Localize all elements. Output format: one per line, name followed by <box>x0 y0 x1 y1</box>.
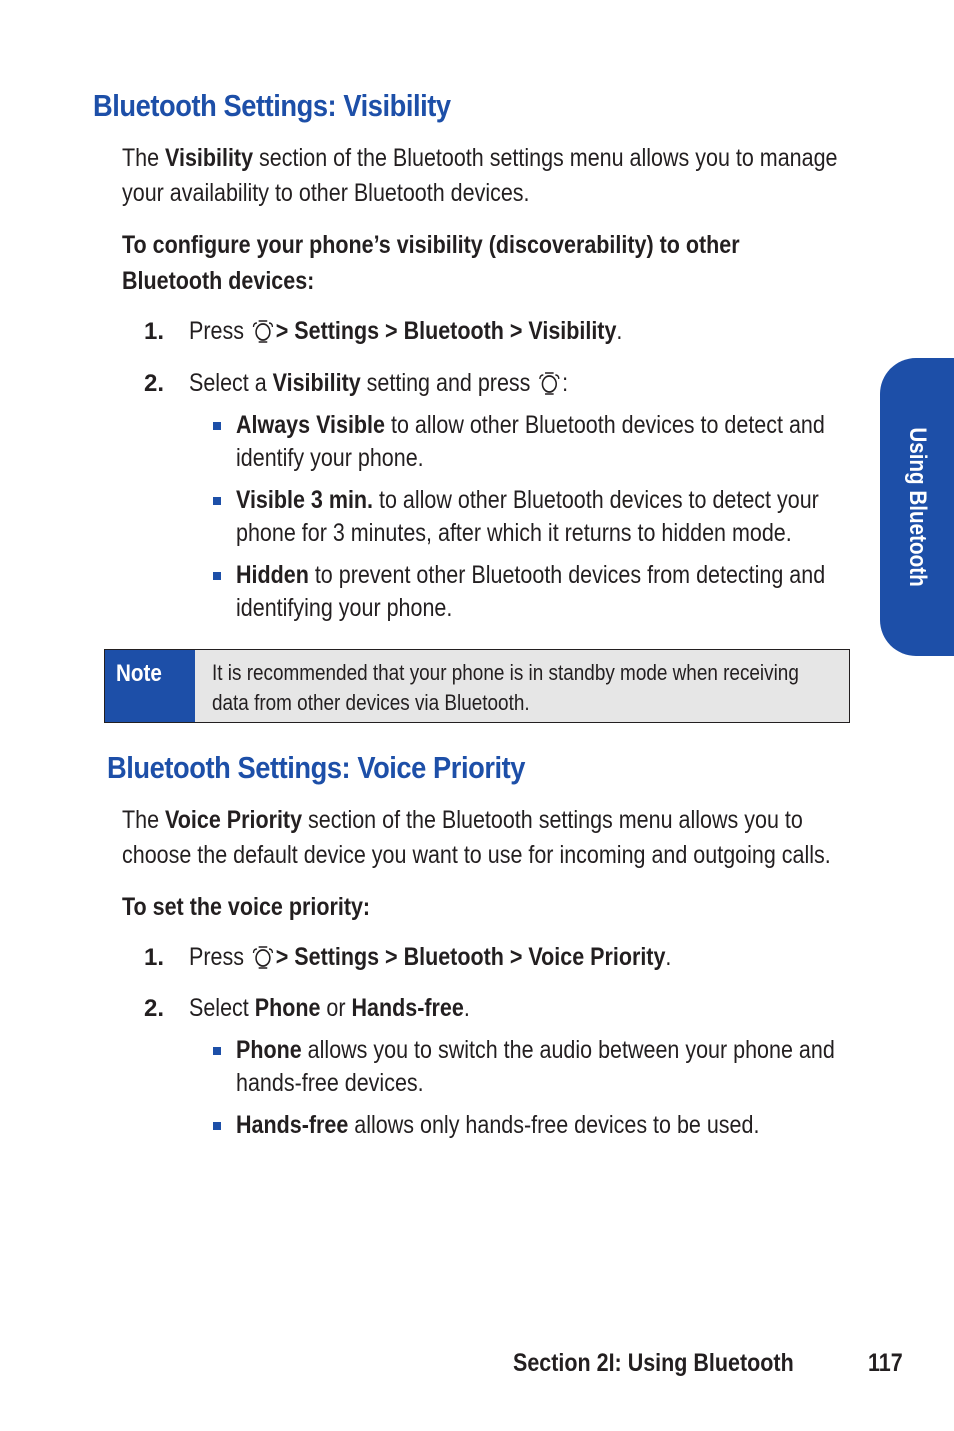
note-label-box <box>105 650 195 722</box>
bullet-phone: Phone allows you to switch the audio between your phone and hands-free devices. <box>236 1036 835 1097</box>
visibility-lead: To configure your phone’s visibility (discoverability) to other Bluetooth devices: <box>122 231 740 295</box>
note-box <box>104 649 850 723</box>
bullet-hands-free: Hands-free allows only hands-free devices to be used. <box>236 1111 760 1139</box>
menu-ok-key-icon <box>252 945 274 969</box>
step-number: 2. <box>144 995 165 1022</box>
note-text: It is recommended that your phone is in standby mode when receiving data from other devices via Bluetooth. <box>212 660 799 715</box>
step-number: 1. <box>144 944 165 971</box>
visibility-step-1: Press > Settings > Bluetooth > Visibility. <box>189 317 623 345</box>
bullet-icon <box>213 497 221 505</box>
footer-section: Section 2I: Using Bluetooth <box>513 1349 794 1377</box>
menu-ok-key-icon <box>252 319 274 343</box>
page-number: 117 <box>868 1349 903 1377</box>
bullet-hidden: Hidden to prevent other Bluetooth devices from detecting and identifying your phone. <box>236 561 826 622</box>
visibility-step-2: Select a Visibility setting and press : <box>189 369 569 397</box>
bullet-icon <box>213 422 221 430</box>
side-tab <box>880 358 954 656</box>
step-number: 2. <box>144 370 165 397</box>
bullet-icon <box>213 572 221 580</box>
step-number: 1. <box>144 318 165 345</box>
menu-ok-key-icon <box>538 371 560 395</box>
bullet-icon <box>213 1047 221 1055</box>
voice-priority-intro: The Voice Priority section of the Bluetooth settings menu allows you to choose the default device you want to use for incoming and outgoing calls. <box>122 806 831 869</box>
visibility-intro: The Visibility section of the Bluetooth settings menu allows you to manage your availability to other Bluetooth devices. <box>122 144 838 207</box>
note-label: Note <box>116 660 162 687</box>
voice-priority-step-1: Press > Settings > Bluetooth > Voice Priority. <box>189 943 672 971</box>
section-title-visibility: Bluetooth Settings: Visibility <box>93 88 451 123</box>
side-tab-label: Using Bluetooth <box>904 427 931 587</box>
bullet-icon <box>213 1122 221 1130</box>
bullet-always-visible: Always Visible to allow other Bluetooth devices to detect and identify your phone. <box>236 411 825 472</box>
bullet-visible-3-min: Visible 3 min. to allow other Bluetooth devices to detect your phone for 3 minutes, after which it returns to hidden mode. <box>236 486 819 547</box>
section-title-voice-priority: Bluetooth Settings: Voice Priority <box>107 750 526 785</box>
voice-priority-lead: To set the voice priority: <box>122 893 371 921</box>
voice-priority-step-2: Select Phone or Hands-free. <box>189 994 470 1022</box>
